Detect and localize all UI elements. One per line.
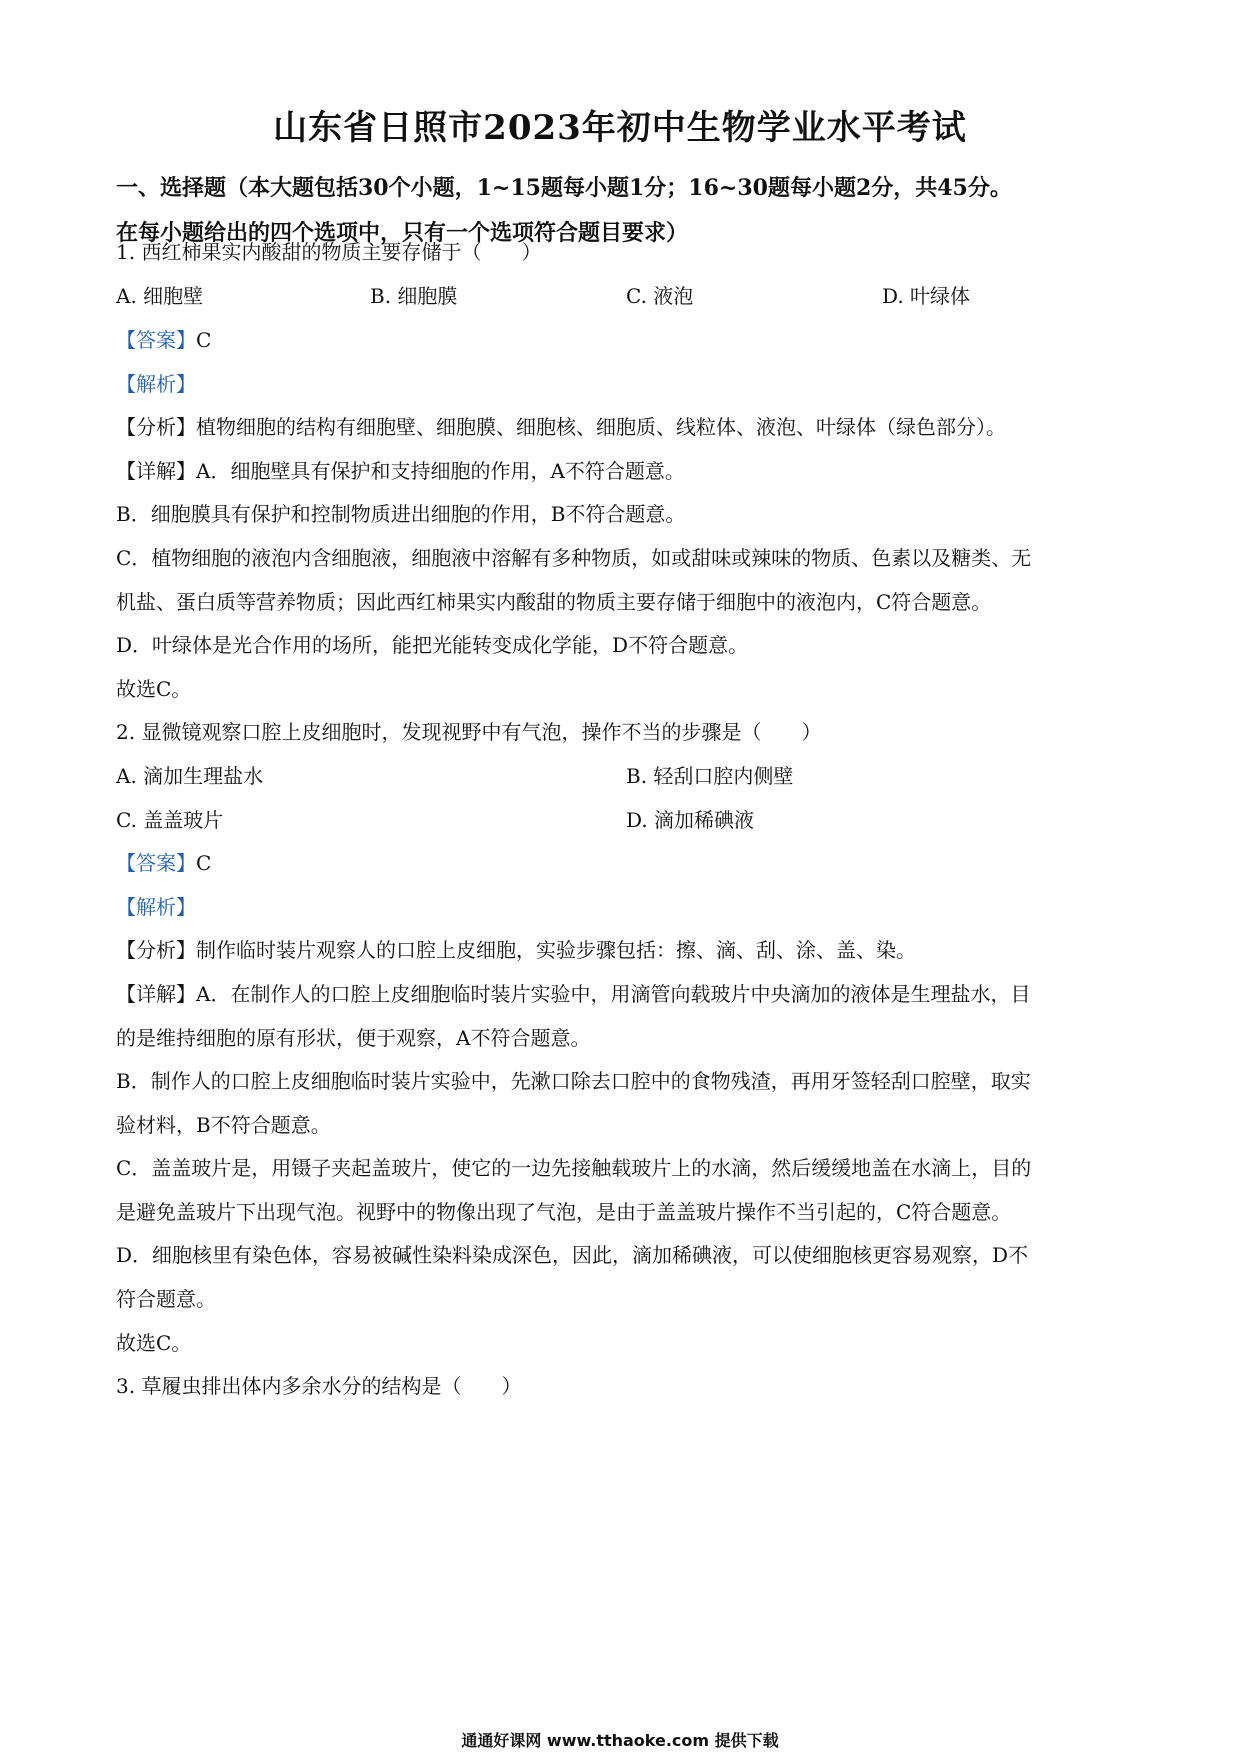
q2-option-b: B. 轻刮口腔内侧壁 bbox=[626, 764, 794, 788]
q2-detail-c-line1: C．盖盖玻片是，用镊子夹起盖玻片，使它的一边先接触载玻片上的水滴，然后缓缓地盖在水滴上，目的 bbox=[116, 1156, 1032, 1180]
q2-option-c: C. 盖盖玻片 bbox=[116, 808, 224, 832]
q2-detail-a-line2: 的是维持细胞的原有形状，便于观察，A不符合题意。 bbox=[116, 1026, 591, 1050]
q1-fenxi-text: 植物细胞的结构有细胞壁、细胞膜、细胞核、细胞质、线粒体、液泡、叶绿体（绿色部分）。 bbox=[196, 415, 1006, 439]
q1-detail-a bbox=[116, 457, 1126, 485]
q2-stem: 2. 显微镜观察口腔上皮细胞时，发现视野中有气泡，操作不当的步骤是（ ） bbox=[116, 720, 822, 744]
fenxi-tag: 【分析】 bbox=[116, 415, 196, 439]
q1-answer bbox=[116, 326, 1126, 354]
q2-option-a: A. 滴加生理盐水 bbox=[116, 764, 264, 788]
page-title: 山东省日照市2023年初中生物学业水平考试 bbox=[273, 108, 967, 148]
xiangjie-tag: 【详解】 bbox=[116, 982, 196, 1006]
q2-conclusion: 故选C。 bbox=[116, 1331, 192, 1355]
q1-detail-c-line1: C．植物细胞的液泡内含细胞液，细胞液中溶解有多种物质，如或甜味或辣味的物质、色素以及糖类、无 bbox=[116, 546, 1032, 570]
q1-option-b: B. 细胞膜 bbox=[370, 284, 458, 308]
q1-option-a: A. 细胞壁 bbox=[116, 284, 204, 308]
analysis-tag: 【解析】 bbox=[116, 372, 196, 396]
q2-detail-a-line1 bbox=[116, 980, 1126, 1008]
q2-answer-value: C bbox=[196, 851, 212, 875]
q2-detail-b-line2: 验材料，B不符合题意。 bbox=[116, 1113, 331, 1137]
q1-option-d: D. 叶绿体 bbox=[882, 284, 971, 308]
q2-answer bbox=[116, 849, 1126, 877]
q2-detail-b-line1: B．制作人的口腔上皮细胞临时装片实验中，先漱口除去口腔中的食物残渣，再用牙签轻刮口腔壁，取实 bbox=[116, 1069, 1031, 1093]
q2-fenxi bbox=[116, 936, 1126, 964]
q1-stem: 1. 西红柿果实内酸甜的物质主要存储于（ ） bbox=[116, 240, 542, 264]
q1-detail-d: D．叶绿体是光合作用的场所，能把光能转变成化学能，D不符合题意。 bbox=[116, 633, 749, 657]
q1-option-c: C. 液泡 bbox=[626, 284, 694, 308]
answer-tag: 【答案】 bbox=[116, 851, 196, 875]
q1-answer-value: C bbox=[196, 328, 212, 352]
q1-detail-a-text: A．细胞壁具有保护和支持细胞的作用，A不符合题意。 bbox=[196, 459, 685, 483]
q2-detail-a-text: A．在制作人的口腔上皮细胞临时装片实验中，用滴管向载玻片中央滴加的液体是生理盐水，目 bbox=[196, 982, 1031, 1006]
section-heading-line2: 在每小题给出的四个选项中，只有一个选项符合题目要求） bbox=[116, 220, 689, 246]
analysis-tag: 【解析】 bbox=[116, 895, 196, 919]
q2-fenxi-text: 制作临时装片观察人的口腔上皮细胞，实验步骤包括：擦、滴、刮、涂、盖、染。 bbox=[196, 938, 916, 962]
xiangjie-tag: 【详解】 bbox=[116, 459, 196, 483]
q2-detail-d-line2: 符合题意。 bbox=[116, 1287, 216, 1311]
q1-detail-c-line2: 机盐、蛋白质等营养物质；因此西红柿果实内酸甜的物质主要存储于细胞中的液泡内，C符合题意。 bbox=[116, 590, 992, 614]
section-heading-line1: 一、选择题（本大题包括30个小题，1~15题每小题1分；16~30题每小题2分，共45分。 bbox=[116, 175, 1012, 201]
answer-tag: 【答案】 bbox=[116, 328, 196, 352]
q2-detail-c-line2: 是避免盖玻片下出现气泡。视野中的物像出现了气泡，是由于盖盖玻片操作不当引起的，C符合题意。 bbox=[116, 1200, 1012, 1224]
q1-analysis-heading bbox=[116, 370, 1126, 398]
q2-option-d: D. 滴加稀碘液 bbox=[626, 808, 755, 832]
q1-fenxi bbox=[116, 413, 1126, 441]
q1-detail-b: B．细胞膜具有保护和控制物质进出细胞的作用，B不符合题意。 bbox=[116, 502, 686, 526]
q2-analysis-heading bbox=[116, 893, 1126, 921]
footer-watermark: 通通好课网 www.tthaoke.com 提供下载 bbox=[461, 1731, 779, 1750]
q2-detail-d-line1: D．细胞核里有染色体，容易被碱性染料染成深色，因此，滴加稀碘液，可以使细胞核更容易观察，D不 bbox=[116, 1243, 1029, 1267]
q1-conclusion: 故选C。 bbox=[116, 677, 192, 701]
fenxi-tag: 【分析】 bbox=[116, 938, 196, 962]
q3-stem: 3. 草履虫排出体内多余水分的结构是（ ） bbox=[116, 1374, 522, 1398]
